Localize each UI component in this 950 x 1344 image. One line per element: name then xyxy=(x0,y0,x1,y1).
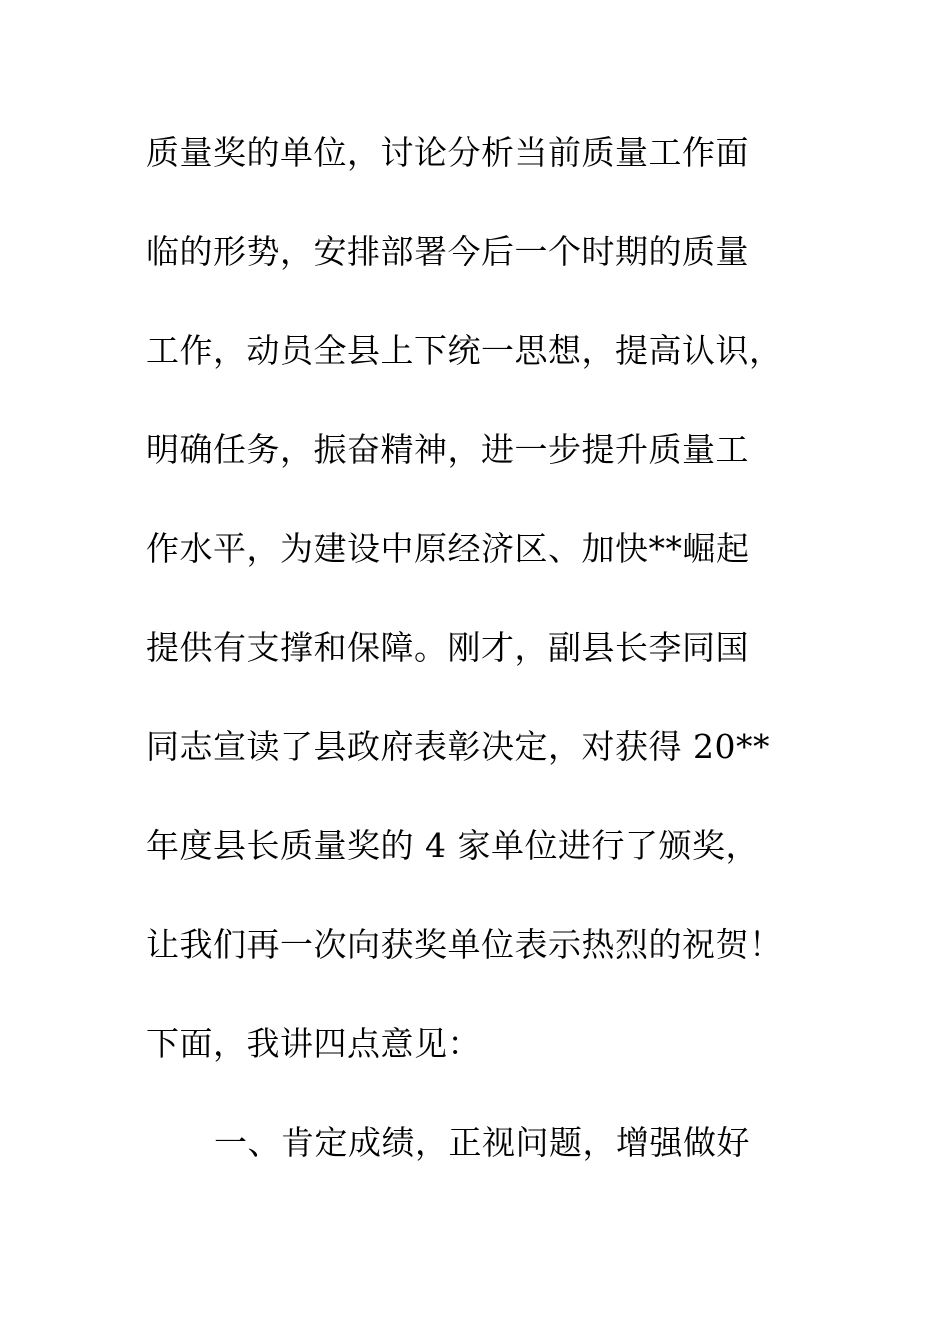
section-heading: 一、肯定成绩，正视问题，增强做好 xyxy=(214,1123,750,1162)
text-line: 让我们再一次向获奖单位表示热烈的祝贺！ xyxy=(146,925,783,964)
body-text xyxy=(146,123,806,1212)
text-line: 下面，我讲四点意见： xyxy=(146,1024,481,1063)
text-line: 质量奖的单位，讨论分析当前质量工作面 xyxy=(146,133,749,172)
text-line: 年度县长质量奖的 4 家单位进行了颁奖， xyxy=(146,826,759,865)
text-line: 临的形势，安排部署今后一个时期的质量 xyxy=(146,232,749,271)
text-line: 同志宣读了县政府表彰决定，对获得 20** xyxy=(146,727,770,766)
text-line: 明确任务，振奋精神，进一步提升质量工 xyxy=(146,430,749,469)
text-line: 提供有支撑和保障。刚才，副县长李同国 xyxy=(146,628,749,667)
text-line: 作水平，为建设中原经济区、加快**崛起 xyxy=(146,529,750,568)
text-line: 工作，动员全县上下统一思想，提高认识， xyxy=(146,331,783,370)
